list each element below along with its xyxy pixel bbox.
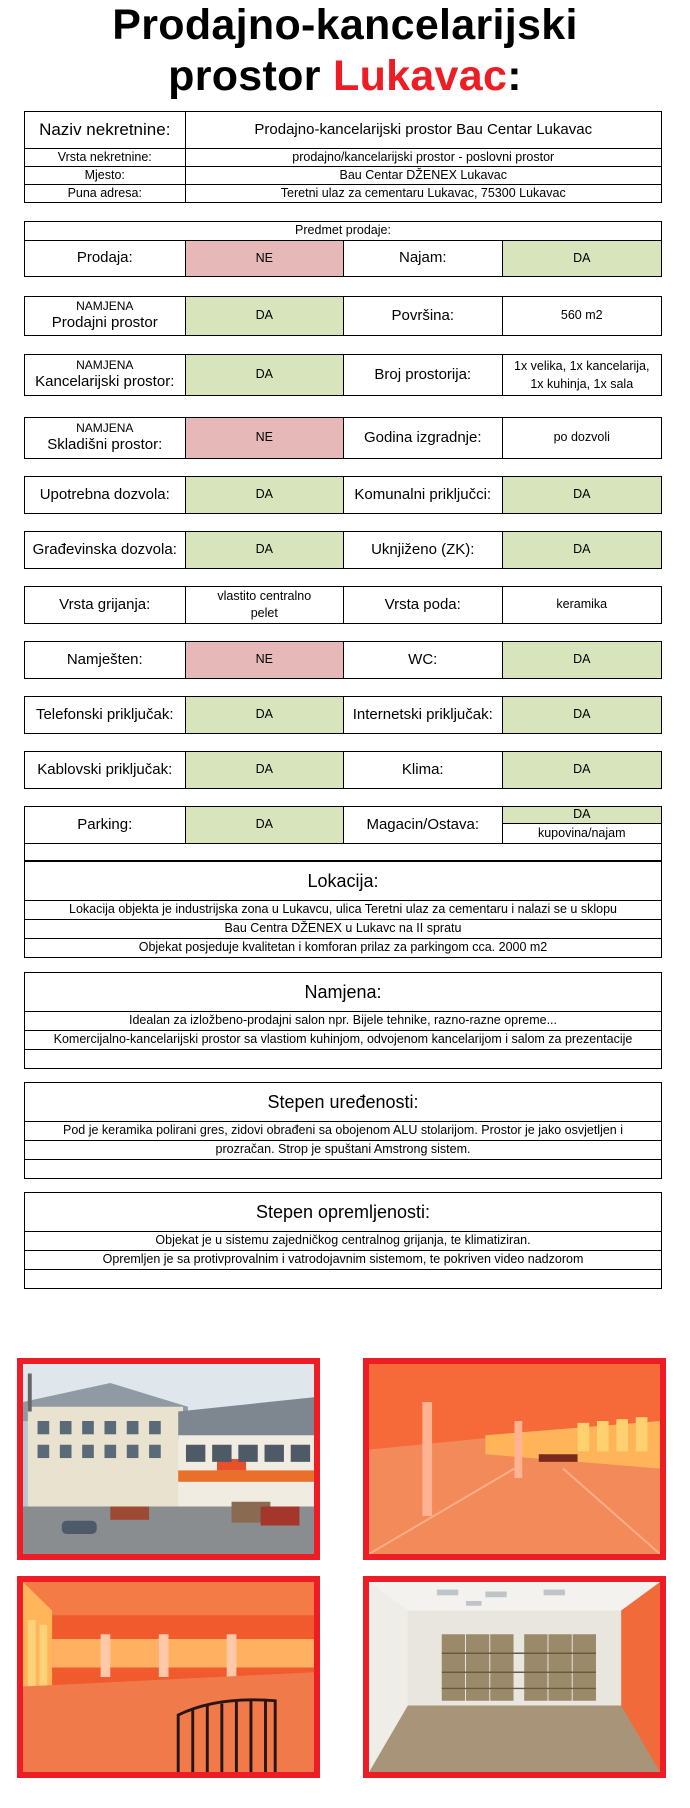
- vrsta-label: Vrsta nekretnine:: [57, 149, 152, 164]
- uredjenost-title: Stepen uređenosti:: [267, 1091, 419, 1112]
- gradjevinska-table: [24, 531, 662, 569]
- wc-label: WC:: [343, 642, 502, 678]
- mjesto-label: Mjesto:: [84, 167, 125, 182]
- komunalni-value: DA: [502, 477, 662, 513]
- predmet-header: Predmet prodaje:: [295, 223, 391, 238]
- uknjizeno-value: DA: [502, 532, 662, 568]
- najam-value: DA: [502, 241, 662, 276]
- dozvola-table: [24, 476, 662, 514]
- broj-prostorija-line2: 1x kuhinja, 1x sala: [530, 377, 634, 391]
- empty-row: [25, 844, 661, 860]
- vrsta-grijanja-label: Vrsta grijanja:: [59, 595, 151, 613]
- broj-prostorija-label: Broj prostorija:: [343, 355, 502, 395]
- broj-prostorija-value: [502, 355, 662, 395]
- title-prefix: prostor: [168, 52, 333, 100]
- namjena-title: Namjena:: [304, 981, 382, 1002]
- namjena-name: Kancelarijski prostor:: [35, 373, 175, 391]
- naziv-value: Prodajno-kancelarijski prostor Bau Centar Lukavac: [185, 112, 662, 148]
- office-room-photo: [363, 1576, 666, 1778]
- prodaja-label: Prodaja:: [76, 249, 133, 267]
- upotrebna-dozvola-label: Upotrebna dozvola:: [39, 485, 170, 503]
- opremljenost-title: Stepen opremljenosti:: [255, 1201, 431, 1222]
- naziv-label: Naziv nekretnine:: [39, 120, 171, 140]
- mjesto-value: Bau Centar DŽENEX Lukavac: [185, 167, 662, 184]
- namjena-prodajni-label: [25, 297, 185, 335]
- namjesten-label: Namješten:: [66, 650, 143, 668]
- uredjenost-section: [24, 1082, 662, 1179]
- magacin-value: [502, 807, 662, 843]
- vrsta-poda-label: Vrsta poda:: [343, 587, 502, 623]
- namjena-skladisni-table: [24, 417, 662, 459]
- telefonski-value: DA: [185, 697, 344, 733]
- lokacija-line-1: Lokacija objekta je industrijska zona u Lukavcu, ulica Teretni ulaz za cementaru i nalazi se u sklopu: [69, 902, 617, 917]
- vrsta-poda-value: keramika: [502, 587, 662, 623]
- godina-izgradnje-label: Godina izgradnje:: [343, 418, 502, 458]
- parking-label: Parking:: [77, 815, 133, 833]
- predmet-table: [24, 221, 662, 277]
- kablovski-label: Kablovski priključak:: [37, 760, 173, 778]
- grijanje-line2: pelet: [250, 606, 278, 620]
- opremljenost-line-2: Opremljen je sa protivprovalnim i vatrodojavnim sistemom, te pokriven video nadzorom: [102, 1252, 584, 1267]
- namjena-line-2: Komercijalno-kancelarijski prostor sa vlastiom kuhinjom, odvojenom kancelarijom i salom za prezentacije: [53, 1032, 633, 1047]
- prodaja-value: NE: [185, 241, 344, 276]
- namjesten-value: NE: [185, 642, 344, 678]
- adresa-label: Puna adresa:: [67, 185, 142, 200]
- adresa-value: Teretni ulaz za cementaru Lukavac, 75300 Lukavac: [185, 185, 662, 202]
- property-info-table: [24, 111, 662, 203]
- klima-value: DA: [502, 752, 662, 788]
- opremljenost-empty: [25, 1270, 661, 1288]
- lokacija-line-2: Bau Centra DŽENEX u Lukavc na II spratu: [224, 921, 462, 936]
- gradjevinska-dozvola-value: DA: [185, 532, 344, 568]
- lokacija-section: [24, 861, 662, 958]
- grijanje-table: [24, 586, 662, 624]
- uredjenost-line-1: Pod je keramika polirani gres, zidovi obrađeni sa obojenom ALU stolarijom. Prostor je jako osvjetljen i: [63, 1123, 623, 1138]
- internetski-label: Internetski priključak:: [343, 697, 502, 733]
- namjena-name: Prodajni prostor: [51, 314, 158, 332]
- namjena-section: [24, 972, 662, 1069]
- opremljenost-section: [24, 1192, 662, 1289]
- building-exterior-photo: [17, 1358, 320, 1560]
- uredjenost-empty: [25, 1160, 661, 1178]
- kablovski-value: DA: [185, 752, 344, 788]
- uknjizeno-label: Uknjiženo (ZK):: [343, 532, 502, 568]
- telefonski-label: Telefonski priključak:: [35, 705, 174, 723]
- title-line-2: [0, 51, 690, 102]
- broj-prostorija-line1: 1x velika, 1x kancelarija,: [514, 358, 650, 373]
- magacin-label: Magacin/Ostava:: [343, 807, 502, 843]
- namjena-prodajni-table: [24, 296, 662, 336]
- povrsina-label: Površina:: [343, 297, 502, 335]
- upotrebna-dozvola-value: DA: [185, 477, 344, 513]
- namjena-tag: NAMJENA: [76, 299, 134, 314]
- namjena-tag: NAMJENA: [76, 421, 134, 436]
- grijanje-line1: vlastito centralno: [217, 588, 312, 603]
- vrsta-value: prodajno/kancelarijski prostor - poslovni prostor: [185, 149, 662, 166]
- namjena-skladisni-value: NE: [185, 418, 344, 458]
- godina-izgradnje-value: po dozvoli: [502, 418, 662, 458]
- telefon-table: [24, 696, 662, 734]
- namjena-kancelarijski-table: [24, 354, 662, 396]
- namjena-name: Skladišni prostor:: [47, 436, 163, 454]
- parking-value: DA: [185, 807, 344, 843]
- hall-staircase-photo: [17, 1576, 320, 1778]
- lokacija-title: Lokacija:: [307, 870, 379, 891]
- parking-table: [24, 806, 662, 861]
- namjena-tag: NAMJENA: [76, 358, 134, 373]
- title-city: Lukavac: [333, 52, 508, 100]
- komunalni-label: Komunalni priključci:: [343, 477, 502, 513]
- namjesten-table: [24, 641, 662, 679]
- namjena-prodajni-value: DA: [185, 297, 344, 335]
- namjena-kancelarijski-label: [25, 355, 185, 395]
- open-hall-photo: [363, 1358, 666, 1560]
- magacin-note: kupovina/najam: [537, 825, 626, 840]
- opremljenost-line-1: Objekat je u sistemu zajedničkog centralnog grijanja, te klimatiziran.: [155, 1233, 531, 1248]
- najam-label: Najam:: [343, 241, 502, 276]
- namjena-empty: [25, 1050, 661, 1068]
- namjena-line-1: Idealan za izložbeno-prodajni salon npr. Bijele tehnike, razno-razne opreme...: [128, 1013, 558, 1028]
- internetski-value: DA: [502, 697, 662, 733]
- wc-value: DA: [502, 642, 662, 678]
- kablovski-table: [24, 751, 662, 789]
- page-title: [0, 0, 690, 102]
- namjena-kancelarijski-value: DA: [185, 355, 344, 395]
- title-colon: :: [507, 52, 522, 100]
- gradjevinska-dozvola-label: Građevinska dozvola:: [32, 540, 177, 558]
- uredjenost-line-2: prozračan. Strop je spuštani Amstrong sistem.: [215, 1142, 471, 1157]
- magacin-da: DA: [503, 807, 662, 824]
- namjena-skladisni-label: [25, 418, 185, 458]
- klima-label: Klima:: [343, 752, 502, 788]
- lokacija-line-3: Objekat posjeduje kvalitetan i komforan prilaz za parkingom cca. 2000 m2: [138, 940, 548, 955]
- povrsina-value: 560 m2: [502, 297, 662, 335]
- title-line-1: Prodajno-kancelarijski: [112, 1, 578, 49]
- vrsta-grijanja-value: [185, 587, 344, 623]
